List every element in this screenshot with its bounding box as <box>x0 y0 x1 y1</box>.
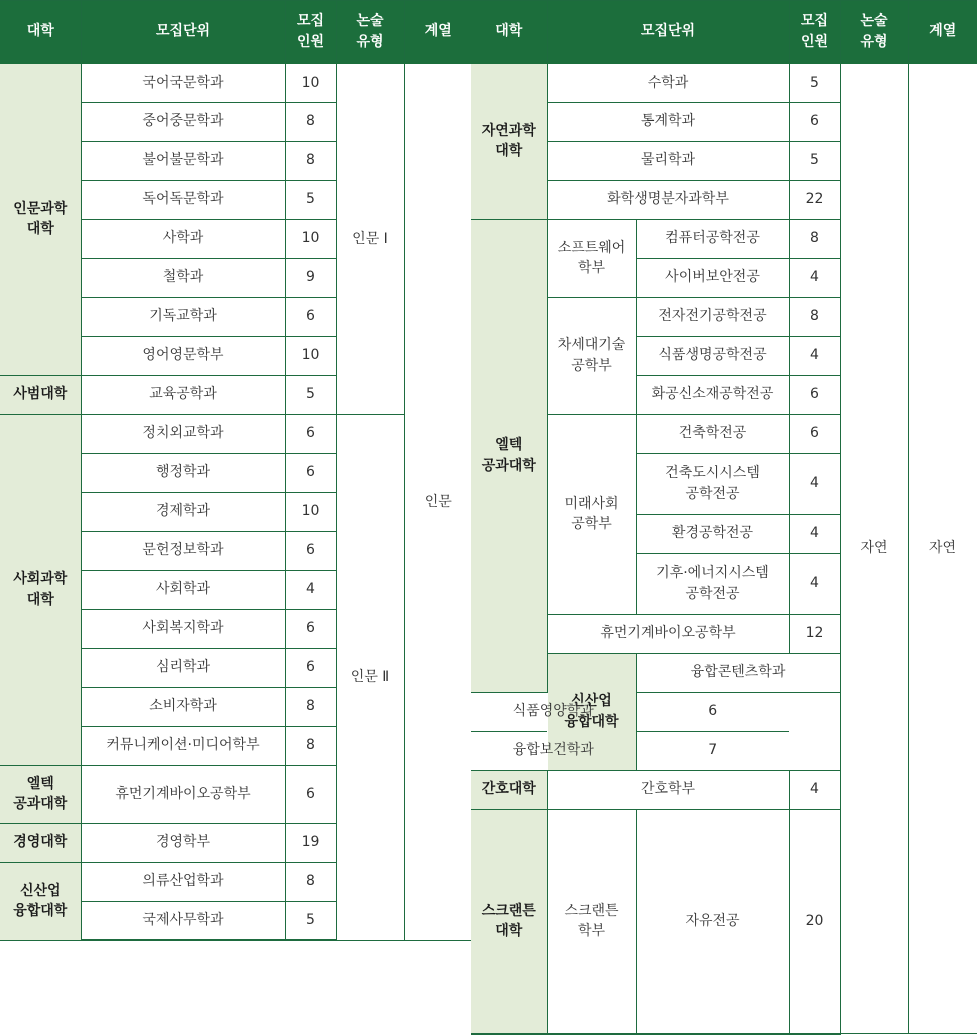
dept-cell: 경영학부 <box>81 823 285 862</box>
count-cell: 12 <box>789 614 840 653</box>
major-cell: 전자전기공학전공 <box>636 297 789 336</box>
dept-cell: 융합보건학과 <box>471 731 636 770</box>
count-cell: 10 <box>285 63 336 102</box>
count-cell: 10 <box>285 219 336 258</box>
count-cell: 8 <box>789 297 840 336</box>
major-cell: 건축학전공 <box>636 414 789 453</box>
count-cell: 4 <box>789 453 840 514</box>
header-track: 계열 <box>908 1 977 64</box>
count-cell: 4 <box>789 336 840 375</box>
dept-cell: 기독교학과 <box>81 297 285 336</box>
count-cell: 5 <box>789 63 840 102</box>
count-cell: 6 <box>789 375 840 414</box>
count-cell: 4 <box>789 770 840 809</box>
dept-cell: 불어불문학과 <box>81 141 285 180</box>
dept-cell: 통계학과 <box>547 102 789 141</box>
track-cell: 인문 <box>404 63 472 940</box>
count-cell: 20 <box>789 809 840 1034</box>
major-cell: 사이버보안전공 <box>636 258 789 297</box>
count-cell: 8 <box>789 219 840 258</box>
school-cell: 미래사회 공학부 <box>547 414 636 614</box>
essay-cell: 인문 Ⅰ <box>336 63 404 414</box>
school-cell: 스크랜튼 학부 <box>547 809 636 1034</box>
dept-cell: 행정학과 <box>81 453 285 492</box>
count-cell: 5 <box>285 901 336 940</box>
dept-cell: 중어중문학과 <box>81 102 285 141</box>
dept-cell: 문헌정보학과 <box>81 531 285 570</box>
header-essay: 논술 유형 <box>840 1 908 64</box>
dept-cell: 독어독문학과 <box>81 180 285 219</box>
essay-cell: 인문 Ⅱ <box>336 414 404 940</box>
header-essay: 논술 유형 <box>336 1 404 64</box>
count-cell: 4 <box>285 570 336 609</box>
dept-cell: 철학과 <box>81 258 285 297</box>
dept-cell: 식품영양학과 <box>471 692 636 731</box>
major-cell: 화공신소재공학전공 <box>636 375 789 414</box>
count-cell: 8 <box>285 862 336 901</box>
count-cell: 7 <box>636 731 789 770</box>
dept-cell: 교육공학과 <box>81 375 285 414</box>
univ-cell: 사범대학 <box>0 375 81 414</box>
dept-cell: 국제사무학과 <box>81 901 285 940</box>
table-row <box>0 414 472 453</box>
count-cell: 6 <box>285 648 336 687</box>
dept-cell: 수학과 <box>547 63 789 102</box>
univ-cell: 신산업 융합대학 <box>547 653 636 770</box>
major-cell: 건축도시시스템 공학전공 <box>636 453 789 514</box>
univ-cell: 자연과학 대학 <box>471 63 547 219</box>
count-cell: 10 <box>285 336 336 375</box>
major-cell: 식품생명공학전공 <box>636 336 789 375</box>
count-cell: 6 <box>285 297 336 336</box>
count-cell: 8 <box>285 141 336 180</box>
major-cell: 자유전공 <box>636 809 789 1034</box>
count-cell: 6 <box>789 102 840 141</box>
count-cell: 8 <box>285 102 336 141</box>
dept-cell: 국어국문학과 <box>81 63 285 102</box>
major-cell: 기후·에너지시스템 공학전공 <box>636 553 789 614</box>
header-unit: 모집단위 <box>81 1 285 64</box>
count-cell: 4 <box>789 514 840 553</box>
univ-cell: 인문과학 대학 <box>0 63 81 375</box>
school-cell: 소프트웨어 학부 <box>547 219 636 297</box>
count-cell: 8 <box>285 726 336 765</box>
univ-cell: 간호대학 <box>471 770 547 809</box>
major-cell: 컴퓨터공학전공 <box>636 219 789 258</box>
count-cell: 4 <box>789 553 840 614</box>
count-cell: 6 <box>285 414 336 453</box>
essay-cell: 자연 <box>840 63 908 1034</box>
count-cell: 6 <box>789 414 840 453</box>
right-table <box>471 0 977 1035</box>
univ-cell: 신산업 융합대학 <box>0 862 81 940</box>
header-univ: 대학 <box>0 1 81 64</box>
dept-cell: 정치외교학과 <box>81 414 285 453</box>
univ-cell: 경영대학 <box>0 823 81 862</box>
header-row <box>471 1 977 64</box>
dept-cell: 휴먼기계바이오공학부 <box>81 765 285 823</box>
header-count: 모집 인원 <box>789 1 840 64</box>
table-row <box>0 63 472 102</box>
univ-cell: 엘텍 공과대학 <box>471 219 547 692</box>
count-cell: 6 <box>636 692 789 731</box>
count-cell: 9 <box>285 258 336 297</box>
dept-cell: 융합콘텐츠학과 <box>636 653 840 692</box>
count-cell: 4 <box>789 258 840 297</box>
univ-cell: 스크랜튼 대학 <box>471 809 547 1034</box>
header-unit: 모집단위 <box>547 1 789 64</box>
dept-cell: 심리학과 <box>81 648 285 687</box>
count-cell: 5 <box>285 180 336 219</box>
univ-cell: 사회과학 대학 <box>0 414 81 765</box>
count-cell: 5 <box>789 141 840 180</box>
dept-cell: 화학생명분자과학부 <box>547 180 789 219</box>
dept-cell: 휴먼기계바이오공학부 <box>547 614 789 653</box>
header-univ: 대학 <box>471 1 547 64</box>
univ-cell: 엘텍 공과대학 <box>0 765 81 823</box>
dept-cell: 사회복지학과 <box>81 609 285 648</box>
header-track: 계열 <box>404 1 472 64</box>
count-cell: 19 <box>285 823 336 862</box>
count-cell: 8 <box>285 687 336 726</box>
count-cell: 6 <box>285 765 336 823</box>
school-cell: 차세대기술 공학부 <box>547 297 636 414</box>
dept-cell: 소비자학과 <box>81 687 285 726</box>
dept-cell: 의류산업학과 <box>81 862 285 901</box>
dept-cell: 간호학부 <box>547 770 789 809</box>
dept-cell: 사회학과 <box>81 570 285 609</box>
left-table <box>0 0 472 941</box>
count-cell: 6 <box>285 609 336 648</box>
count-cell: 10 <box>285 492 336 531</box>
dept-cell: 사학과 <box>81 219 285 258</box>
dept-cell: 경제학과 <box>81 492 285 531</box>
track-cell: 자연 <box>908 63 977 1034</box>
header-count: 모집 인원 <box>285 1 336 64</box>
header-row <box>0 1 472 64</box>
table-row <box>471 63 977 102</box>
count-cell: 6 <box>285 453 336 492</box>
dept-cell: 커뮤니케이션·미디어학부 <box>81 726 285 765</box>
major-cell: 환경공학전공 <box>636 514 789 553</box>
dept-cell: 물리학과 <box>547 141 789 180</box>
count-cell: 22 <box>789 180 840 219</box>
dept-cell: 영어영문학부 <box>81 336 285 375</box>
count-cell: 6 <box>285 531 336 570</box>
count-cell: 5 <box>285 375 336 414</box>
